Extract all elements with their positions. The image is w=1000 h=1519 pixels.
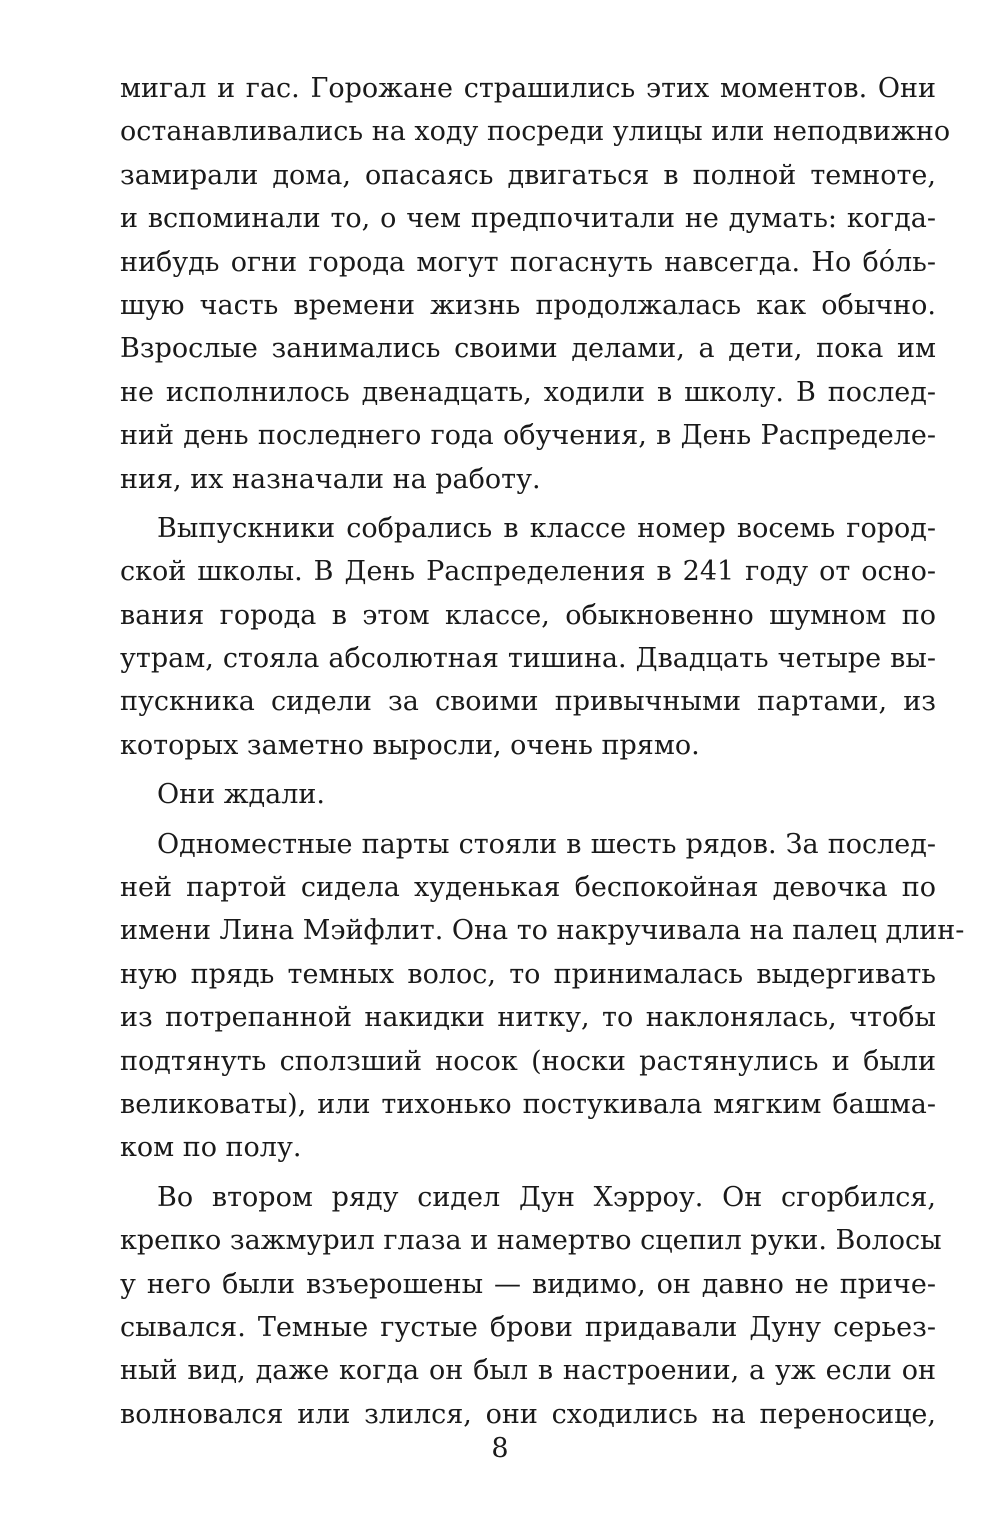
book-page-body	[120, 67, 965, 1436]
paragraph-1	[120, 67, 951, 501]
text-line: волновался или злился, они сходились на переносице,	[120, 1398, 936, 1430]
text-line: Во втором ряду сидел Дун Хэрроу. Он сгорбился,	[157, 1181, 936, 1213]
text-line: ния, их назначали на работу.	[120, 463, 541, 495]
text-line: мигал и гас. Горожане страшились этих моментов. Они	[120, 73, 936, 104]
text-line: у него были взъерошены — видимо, он давно не приче-	[120, 1268, 936, 1300]
text-line: крепко зажмурил глаза и намертво сцепил руки. Волосы	[120, 1225, 942, 1257]
text-line: шую часть времени жизнь продолжалась как обычно.	[120, 289, 936, 321]
text-line: сывался. Темные густые брови придавали Дуну серьез-	[120, 1311, 936, 1343]
text-line: утрам, стояла абсолютная тишина. Двадцать четыре вы-	[120, 643, 936, 675]
text-line: Они ждали.	[157, 779, 325, 811]
text-line: из потрепанной накидки нитку, то наклонялась, чтобы	[120, 1002, 936, 1034]
text-line: ком по полу.	[120, 1132, 302, 1164]
text-line: Взрослые занимались своими делами, а дети, пока им	[120, 333, 936, 365]
text-line: не исполнилось двенадцать, ходили в школу. В послед-	[120, 376, 936, 408]
text-line: ний день последнего года обучения, в День Распределе-	[120, 420, 936, 452]
text-line: и вспоминали то, о чем предпочитали не думать: когда-	[120, 203, 936, 235]
text-line: нибудь огни города могут погаснуть навсегда. Но бо́ль-	[120, 246, 936, 278]
text-line: вания города в этом классе, обыкновенно шумном по	[120, 599, 936, 631]
text-line: ней партой сидела худенькая беспокойная девочка по	[120, 872, 936, 904]
text-line: Выпускники собрались в классе номер восемь город-	[157, 512, 936, 544]
paragraph-4	[120, 823, 965, 1170]
text-line: великоваты), или тихонько постукивала мягким башма-	[120, 1088, 936, 1120]
text-line: ный вид, даже когда он был в настроении, а уж если он	[120, 1355, 936, 1387]
text-line: которых заметно выросли, очень прямо.	[120, 729, 700, 761]
text-line: Одноместные парты стояли в шесть рядов. За послед-	[157, 828, 936, 860]
paragraph-3	[120, 773, 936, 816]
paragraph-2	[120, 507, 936, 767]
text-line: ской школы. В День Распределения в 241 году от осно-	[120, 556, 936, 588]
paragraph-5	[120, 1176, 942, 1436]
text-line: останавливались на ходу посреди улицы или неподвижно	[120, 116, 951, 148]
text-line: замирали дома, опасаясь двигаться в полной темноте,	[120, 159, 936, 191]
text-line: пускника сидели за своими привычными партами, из	[120, 686, 936, 718]
text-line: подтянуть сползший носок (носки растянулись и были	[120, 1045, 936, 1077]
page-number: 8	[491, 1433, 509, 1464]
text-line: имени Лина Мэйфлит. Она то накручивала на палец длин-	[120, 915, 965, 947]
text-line: ную прядь темных волос, то принималась выдергивать	[120, 958, 936, 990]
